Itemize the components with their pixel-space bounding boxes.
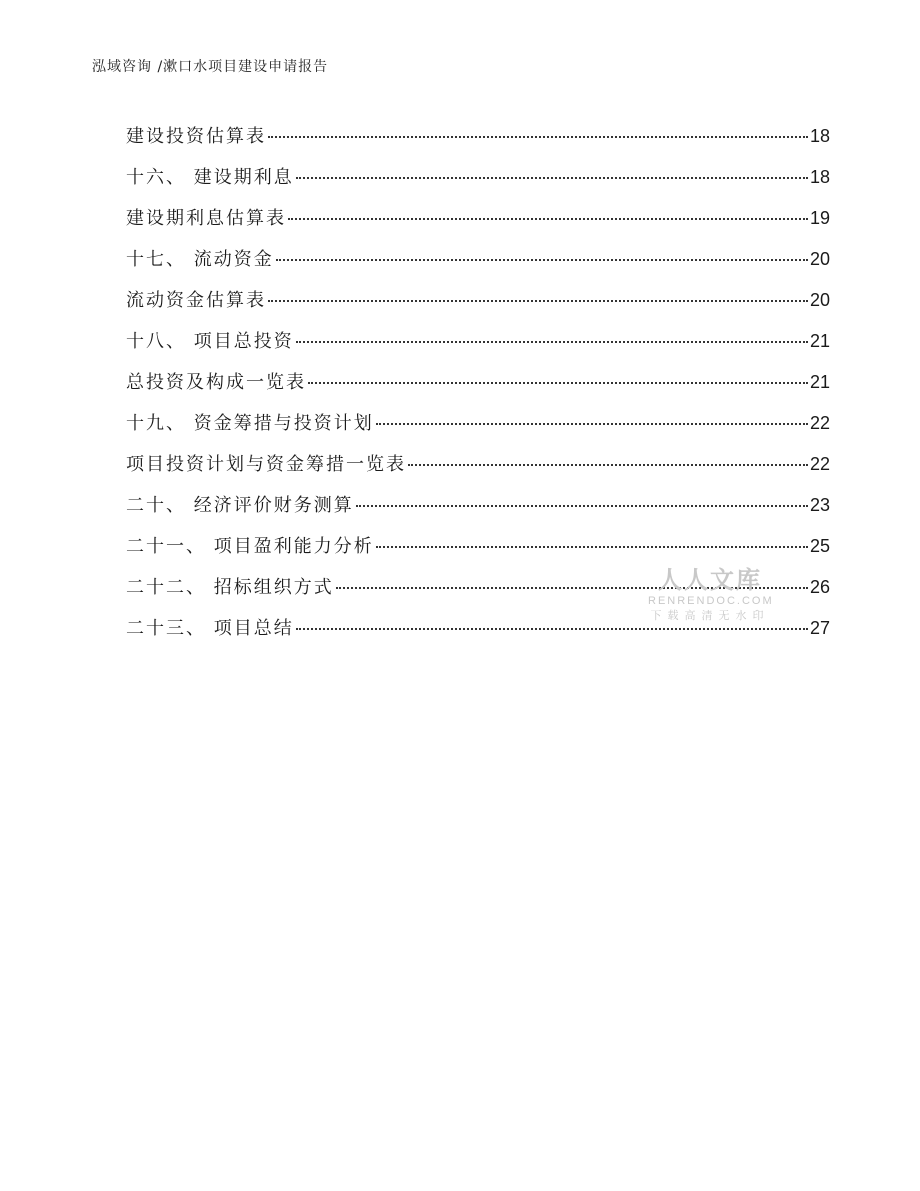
toc-entry-title: 建设期利息估算表: [126, 208, 286, 229]
table-of-contents: [126, 122, 830, 655]
watermark-tagline: 下载高清无水印: [650, 609, 770, 622]
toc-leader-dots: [408, 463, 808, 466]
toc-entry-page: 21: [809, 372, 830, 392]
toc-entry[interactable]: [126, 286, 830, 327]
toc-entry[interactable]: [126, 614, 830, 655]
toc-entry-title: 二十、 经济评价财务测算: [126, 495, 354, 516]
toc-entry-title: 十八、 项目总投资: [126, 331, 294, 352]
toc-entry-page: 26: [809, 577, 830, 597]
toc-entry[interactable]: [126, 204, 830, 245]
toc-leader-dots: [268, 135, 808, 138]
toc-leader-dots: [268, 299, 808, 302]
toc-leader-dots: [276, 258, 808, 261]
toc-entry-page: 27: [809, 618, 830, 638]
toc-leader-dots: [336, 586, 808, 589]
toc-entry-title: 二十二、 招标组织方式: [126, 577, 334, 598]
toc-leader-dots: [356, 504, 808, 507]
toc-entry-page: 20: [809, 290, 830, 310]
toc-leader-dots: [296, 627, 808, 630]
toc-entry-page: 23: [809, 495, 830, 515]
toc-entry[interactable]: [126, 368, 830, 409]
toc-leader-dots: [288, 217, 808, 220]
toc-entry-page: 22: [809, 454, 830, 474]
toc-leader-dots: [296, 340, 808, 343]
toc-entry-title: 十六、 建设期利息: [126, 167, 294, 188]
toc-entry-title: 项目投资计划与资金筹措一览表: [126, 454, 406, 475]
toc-entry-title: 二十一、 项目盈利能力分析: [126, 536, 374, 557]
toc-entry-title: 建设投资估算表: [126, 126, 266, 147]
toc-entry[interactable]: [126, 450, 830, 491]
toc-entry[interactable]: [126, 532, 830, 573]
toc-entry[interactable]: [126, 163, 830, 204]
toc-entry-title: 总投资及构成一览表: [126, 372, 306, 393]
toc-entry-page: 25: [809, 536, 830, 556]
page-header: 泓域咨询 /漱口水项目建设申请报告: [92, 59, 329, 75]
toc-entry[interactable]: [126, 327, 830, 368]
toc-entry-title: 十九、 资金筹措与投资计划: [126, 413, 374, 434]
toc-entry-page: 22: [809, 413, 830, 433]
toc-leader-dots: [308, 381, 808, 384]
watermark-url: RENRENDOC.COM: [648, 595, 774, 607]
toc-leader-dots: [296, 176, 808, 179]
toc-entry-title: 二十三、 项目总结: [126, 618, 294, 639]
toc-entry[interactable]: [126, 122, 830, 163]
toc-leader-dots: [376, 545, 808, 548]
toc-entry[interactable]: [126, 245, 830, 286]
toc-entry-page: 20: [809, 249, 830, 269]
toc-entry-page: 18: [809, 167, 830, 187]
toc-entry-page: 18: [809, 126, 830, 146]
toc-entry[interactable]: [126, 573, 830, 614]
toc-entry[interactable]: [126, 409, 830, 450]
toc-entry-page: 19: [809, 208, 830, 228]
toc-leader-dots: [376, 422, 808, 425]
toc-entry[interactable]: [126, 491, 830, 532]
toc-entry-title: 流动资金估算表: [126, 290, 266, 311]
toc-entry-title: 十七、 流动资金: [126, 249, 274, 270]
toc-entry-page: 21: [809, 331, 830, 351]
header-divider: [90, 84, 830, 85]
watermark-brand: 人人文库: [658, 566, 762, 594]
